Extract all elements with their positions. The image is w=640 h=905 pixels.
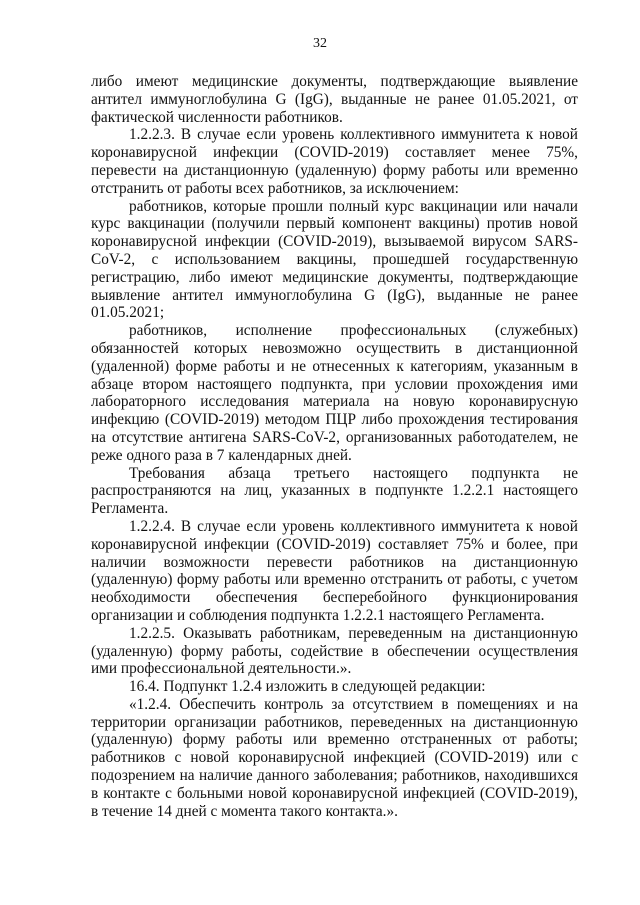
paragraph-1-2-4: «1.2.4. Обеспечить контроль за отсутствием в помещениях и на территории организации работников, переведенных на дистанционную (удаленную) форму работы или временно отстраненных от работы; работников с новой коронавирусной инфекцией (COVID-2019) или с подозрением на наличие данного заболевания; работников, находившихся в контакте с больными новой коронавирусной инфекцией (COVID-2019), в течение 14 дней с момента такого контакта.». <box>91 695 578 820</box>
paragraph-vaccinated-exception: работников, которые прошли полный курс вакцинации или начали курс вакцинации (получили первый компонент вакцины) против новой коронавирусной инфекции (COVID-2019), вызываемой вирусом SARS-CoV-2, с использованием вакцины, прошедшей государственную регистрацию, либо имеют медицинские документы, подтверждающие выявление антител иммуноглобулина G (IgG), выданные не ранее 01.05.2021; <box>91 197 578 322</box>
paragraph-1-2-2-5: 1.2.2.5. Оказывать работникам, переведенным на дистанционную (удаленную) форму работы, содействие в обеспечении осуществления ими профессиональной деятельности.». <box>91 624 578 678</box>
page-number: 32 <box>313 36 327 51</box>
paragraph-1-2-2-4: 1.2.2.4. В случае если уровень коллективного иммунитета к новой коронавирусной инфекции (COVID-2019) составляет 75% и более, при наличии возможности перевести работников на дистанционную (удаленную) форму работы или временно отстранить от работы, с учетом необходимости обеспечения бесперебойного функционирования организации и соблюдения подпункта 1.2.2.1 настоящего Регламента. <box>91 517 578 624</box>
paragraph-essential-workers-exception: работников, исполнение профессиональных (служебных) обязанностей которых невозможно осуществить в дистанционной (удаленной) форме работы и не отнесенных к категориям, указанным в абзаце втором настоящего подпункта, при условии прохождения ими лабораторного исследования материала на новую коронавирусную инфекцию (COVID-2019) методом ПЦР либо прохождения тестирования на отсутствие антигена SARS-CoV-2, организованных работодателем, не реже одного раза в 7 календарных дней. <box>91 322 578 464</box>
paragraph-1-2-2-3: 1.2.2.3. В случае если уровень коллективного иммунитета к новой коронавирусной инфекции (COVID-2019) составляет менее 75%, перевести на дистанционную (удаленную) форму работы или временно отстранить от работы всех работников, за исключением: <box>91 126 578 197</box>
paragraph-requirements-note: Требования абзаца третьего настоящего подпункта не распространяются на лиц, указанных в подпункте 1.2.2.1 настоящего Регламента. <box>91 464 578 518</box>
document-body <box>91 73 578 820</box>
paragraph-16-4: 16.4. Подпункт 1.2.4 изложить в следующей редакции: <box>129 678 486 696</box>
paragraph-continuation: либо имеют медицинские документы, подтверждающие выявление антител иммуноглобулина G (IgG), выданные не ранее 01.05.2021, от фактической численности работников. <box>91 73 578 126</box>
